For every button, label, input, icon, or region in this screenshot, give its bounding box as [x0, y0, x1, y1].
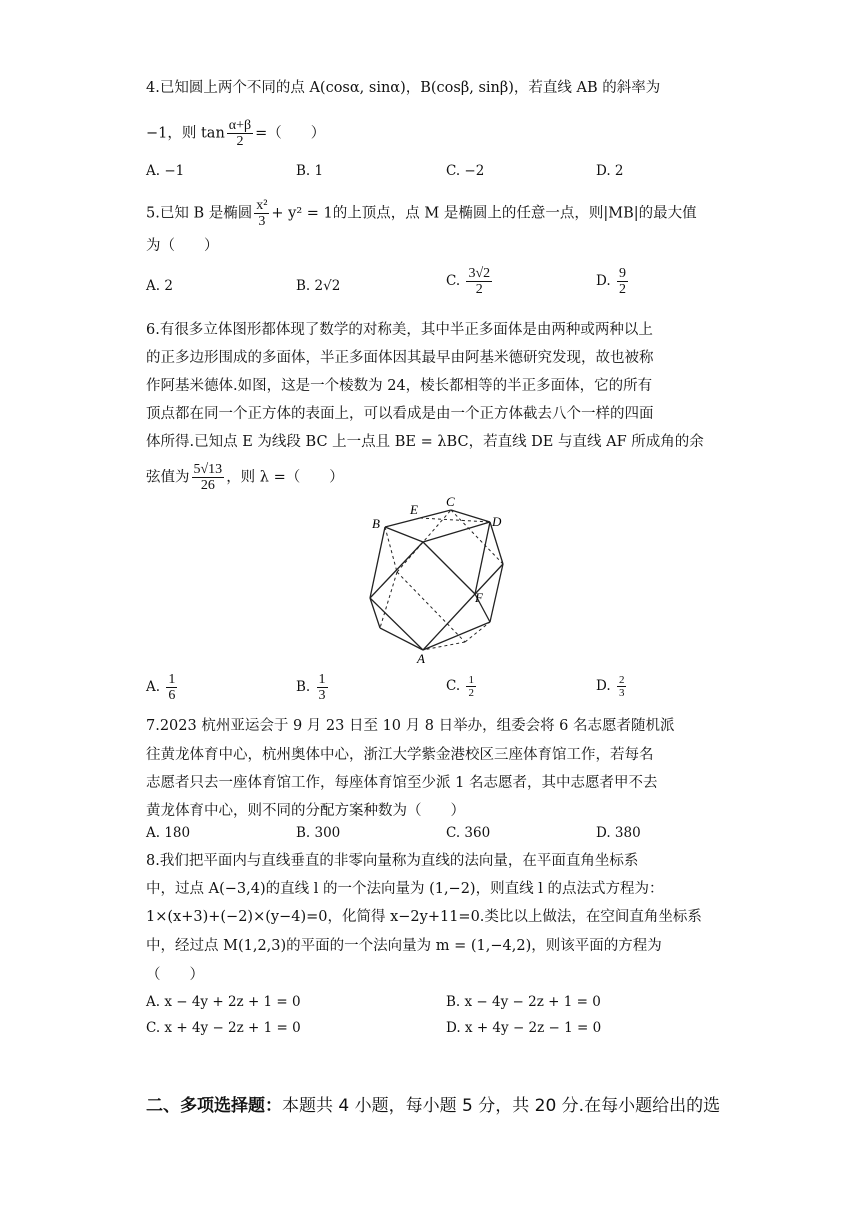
q6-option-b [296, 672, 330, 703]
q6-option-a [146, 672, 179, 703]
q5-line-2: 为（ ） [146, 238, 219, 254]
q7-option-b: B. 300 [296, 825, 341, 841]
q6-line-4: 顶点都在同一个正方体的表面上，可以看成是由一个正方体截去八个一样的四面 [146, 406, 654, 422]
q4-option-a: A. −1 [146, 163, 185, 179]
q6-frac-num: 5√13 [193, 462, 223, 477]
q6-option-a-den: 6 [168, 688, 176, 703]
q6-option-d-num: 2 [618, 674, 625, 686]
q5-option-d [596, 266, 630, 297]
section-2-heading [146, 1094, 720, 1118]
q8-option-c: C. x + 4y − 2z + 1 = 0 [146, 1020, 301, 1036]
section-2-instructions: 本题共 4 小题，每小题 5 分，共 20 分.在每小题给出的选 [282, 1096, 721, 1116]
q7-line-4: 黄龙体育中心，则不同的分配方案种数为（ ） [146, 803, 465, 819]
q6-option-d-label: D. [596, 678, 611, 694]
q7-line-2: 往黄龙体育中心，杭州奥体中心，浙江大学紫金港校区三座体育馆工作，若每名 [146, 747, 654, 763]
q6-option-d [596, 674, 628, 699]
q8-line-3: 1×(x+3)+(−2)×(y−4)=0，化简得 x−2y+11=0.类比以上做法，在空间直角坐标系 [146, 909, 702, 925]
q4-frac-num: α+β [228, 118, 252, 133]
q6-fraction [192, 462, 225, 493]
q6-line-6-pre: 弦值为 [146, 469, 190, 486]
q5-option-d-den: 2 [618, 282, 626, 297]
q5-option-d-label: D. [596, 273, 611, 289]
q6-option-c-num: 1 [468, 674, 474, 686]
q8-line-5: （ ） [146, 967, 204, 983]
q5-frac-den: 3 [258, 214, 266, 229]
figure-label-d: D [492, 514, 502, 529]
q4-frac-den: 2 [236, 134, 244, 149]
q5-option-c-num: 3√2 [468, 266, 491, 281]
q8-line-1: 8.我们把平面内与直线垂直的非零向量称为直线的法向量，在平面直角坐标系 [146, 853, 639, 869]
q4-option-b: B. 1 [296, 163, 324, 179]
q8-line-4: 中，经过点 M(1,2,3)的平面的一个法向量为 m = (1,−4,2)，则该平面的方程为 [146, 938, 662, 954]
q5-frac-num: x² [256, 198, 268, 213]
q6-option-b-num: 1 [318, 672, 326, 687]
q8-option-a: A. x − 4y + 2z + 1 = 0 [146, 994, 301, 1010]
q8-option-d: D. x + 4y − 2z − 1 = 0 [446, 1020, 602, 1036]
q6-option-b-label: B. [296, 679, 311, 695]
q6-line-6-post: ，则 λ =（ ） [226, 469, 344, 486]
figure-label-a: A [417, 651, 425, 666]
q6-option-b-frac [317, 672, 328, 703]
q6-option-b-den: 3 [318, 688, 326, 703]
section-2-title: 二、多项选择题： [146, 1096, 282, 1116]
q6-option-c-frac [466, 674, 476, 699]
q5-line-1 [146, 198, 697, 229]
q6-line-5: 体所得.已知点 E 为线段 BC 上一点且 BE = λBC，若直线 DE 与直线 AF 所成角的余 [146, 434, 704, 450]
q6-option-a-num: 1 [168, 672, 176, 687]
q6-line-1: 6.有很多立体图形都体现了数学的对称美，其中半正多面体是由两种或两种以上 [146, 322, 653, 338]
q6-line-3: 作阿基米德体.如图，这是一个棱数为 24，棱长都相等的半正多面体，它的所有 [146, 378, 653, 394]
q6-option-c-label: C. [446, 678, 461, 694]
q4-line-1: 4.已知圆上两个不同的点 A(cosα, sinα)，B(cosβ, sinβ)，若直线 AB 的斜率为 [146, 80, 661, 96]
q5-option-c-frac [466, 266, 492, 297]
q6-line-6 [146, 462, 344, 493]
q5-option-d-num: 9 [618, 266, 626, 281]
q5-option-a: A. 2 [146, 278, 173, 294]
polyhedron-figure [360, 492, 520, 666]
q7-line-1: 7.2023 杭州亚运会于 9 月 23 日至 10 月 8 日举办，组委会将 6 名志愿者随机派 [146, 718, 675, 734]
q6-frac-den: 26 [200, 478, 215, 493]
q8-option-b: B. x − 4y − 2z + 1 = 0 [446, 994, 601, 1010]
q5-option-c-den: 2 [475, 282, 483, 297]
q7-option-a: A. 180 [146, 825, 191, 841]
q4-line-2 [146, 118, 325, 149]
q4-line-2-post: =（ ） [255, 125, 326, 142]
q6-option-c-den: 2 [468, 687, 474, 699]
q7-line-3: 志愿者只去一座体育馆工作，每座体育馆至少派 1 名志愿者，其中志愿者甲不去 [146, 775, 658, 791]
q5-fraction [254, 198, 269, 229]
q6-option-c [446, 674, 478, 699]
q4-line-2-pre: −1，则 tan [146, 125, 225, 142]
q7-option-d: D. 380 [596, 825, 641, 841]
q4-option-d: D. 2 [596, 163, 624, 179]
figure-label-f: F [475, 590, 483, 605]
q5-option-c-label: C. [446, 273, 461, 289]
q5-option-d-frac [617, 266, 628, 297]
figure-label-e: E [410, 502, 418, 517]
figure-label-b: B [372, 516, 380, 531]
q6-option-d-frac [617, 674, 627, 699]
q6-option-a-frac [166, 672, 177, 703]
q5-option-c [446, 266, 494, 297]
q6-line-2: 的正多边形围成的多面体，半正多面体因其最早由阿基米德研究发现，故也被称 [146, 350, 654, 366]
q4-fraction [227, 118, 253, 149]
q6-option-d-den: 3 [618, 687, 625, 699]
q5-line-1-post: + y² = 1的上顶点，点 M 是椭圆上的任意一点，则|MB|的最大值 [271, 205, 697, 222]
figure-label-c: C [446, 494, 455, 509]
q8-line-2: 中，过点 A(−3,4)的直线 l 的一个法向量为 (1,−2)，则直线 l 的点法式方程为： [146, 881, 664, 897]
q6-option-a-label: A. [146, 679, 161, 695]
q5-line-1-pre: 5.已知 B 是椭圆 [146, 205, 253, 222]
q5-option-b: B. 2√2 [296, 278, 341, 294]
q7-option-c: C. 360 [446, 825, 491, 841]
q4-option-c: C. −2 [446, 163, 485, 179]
